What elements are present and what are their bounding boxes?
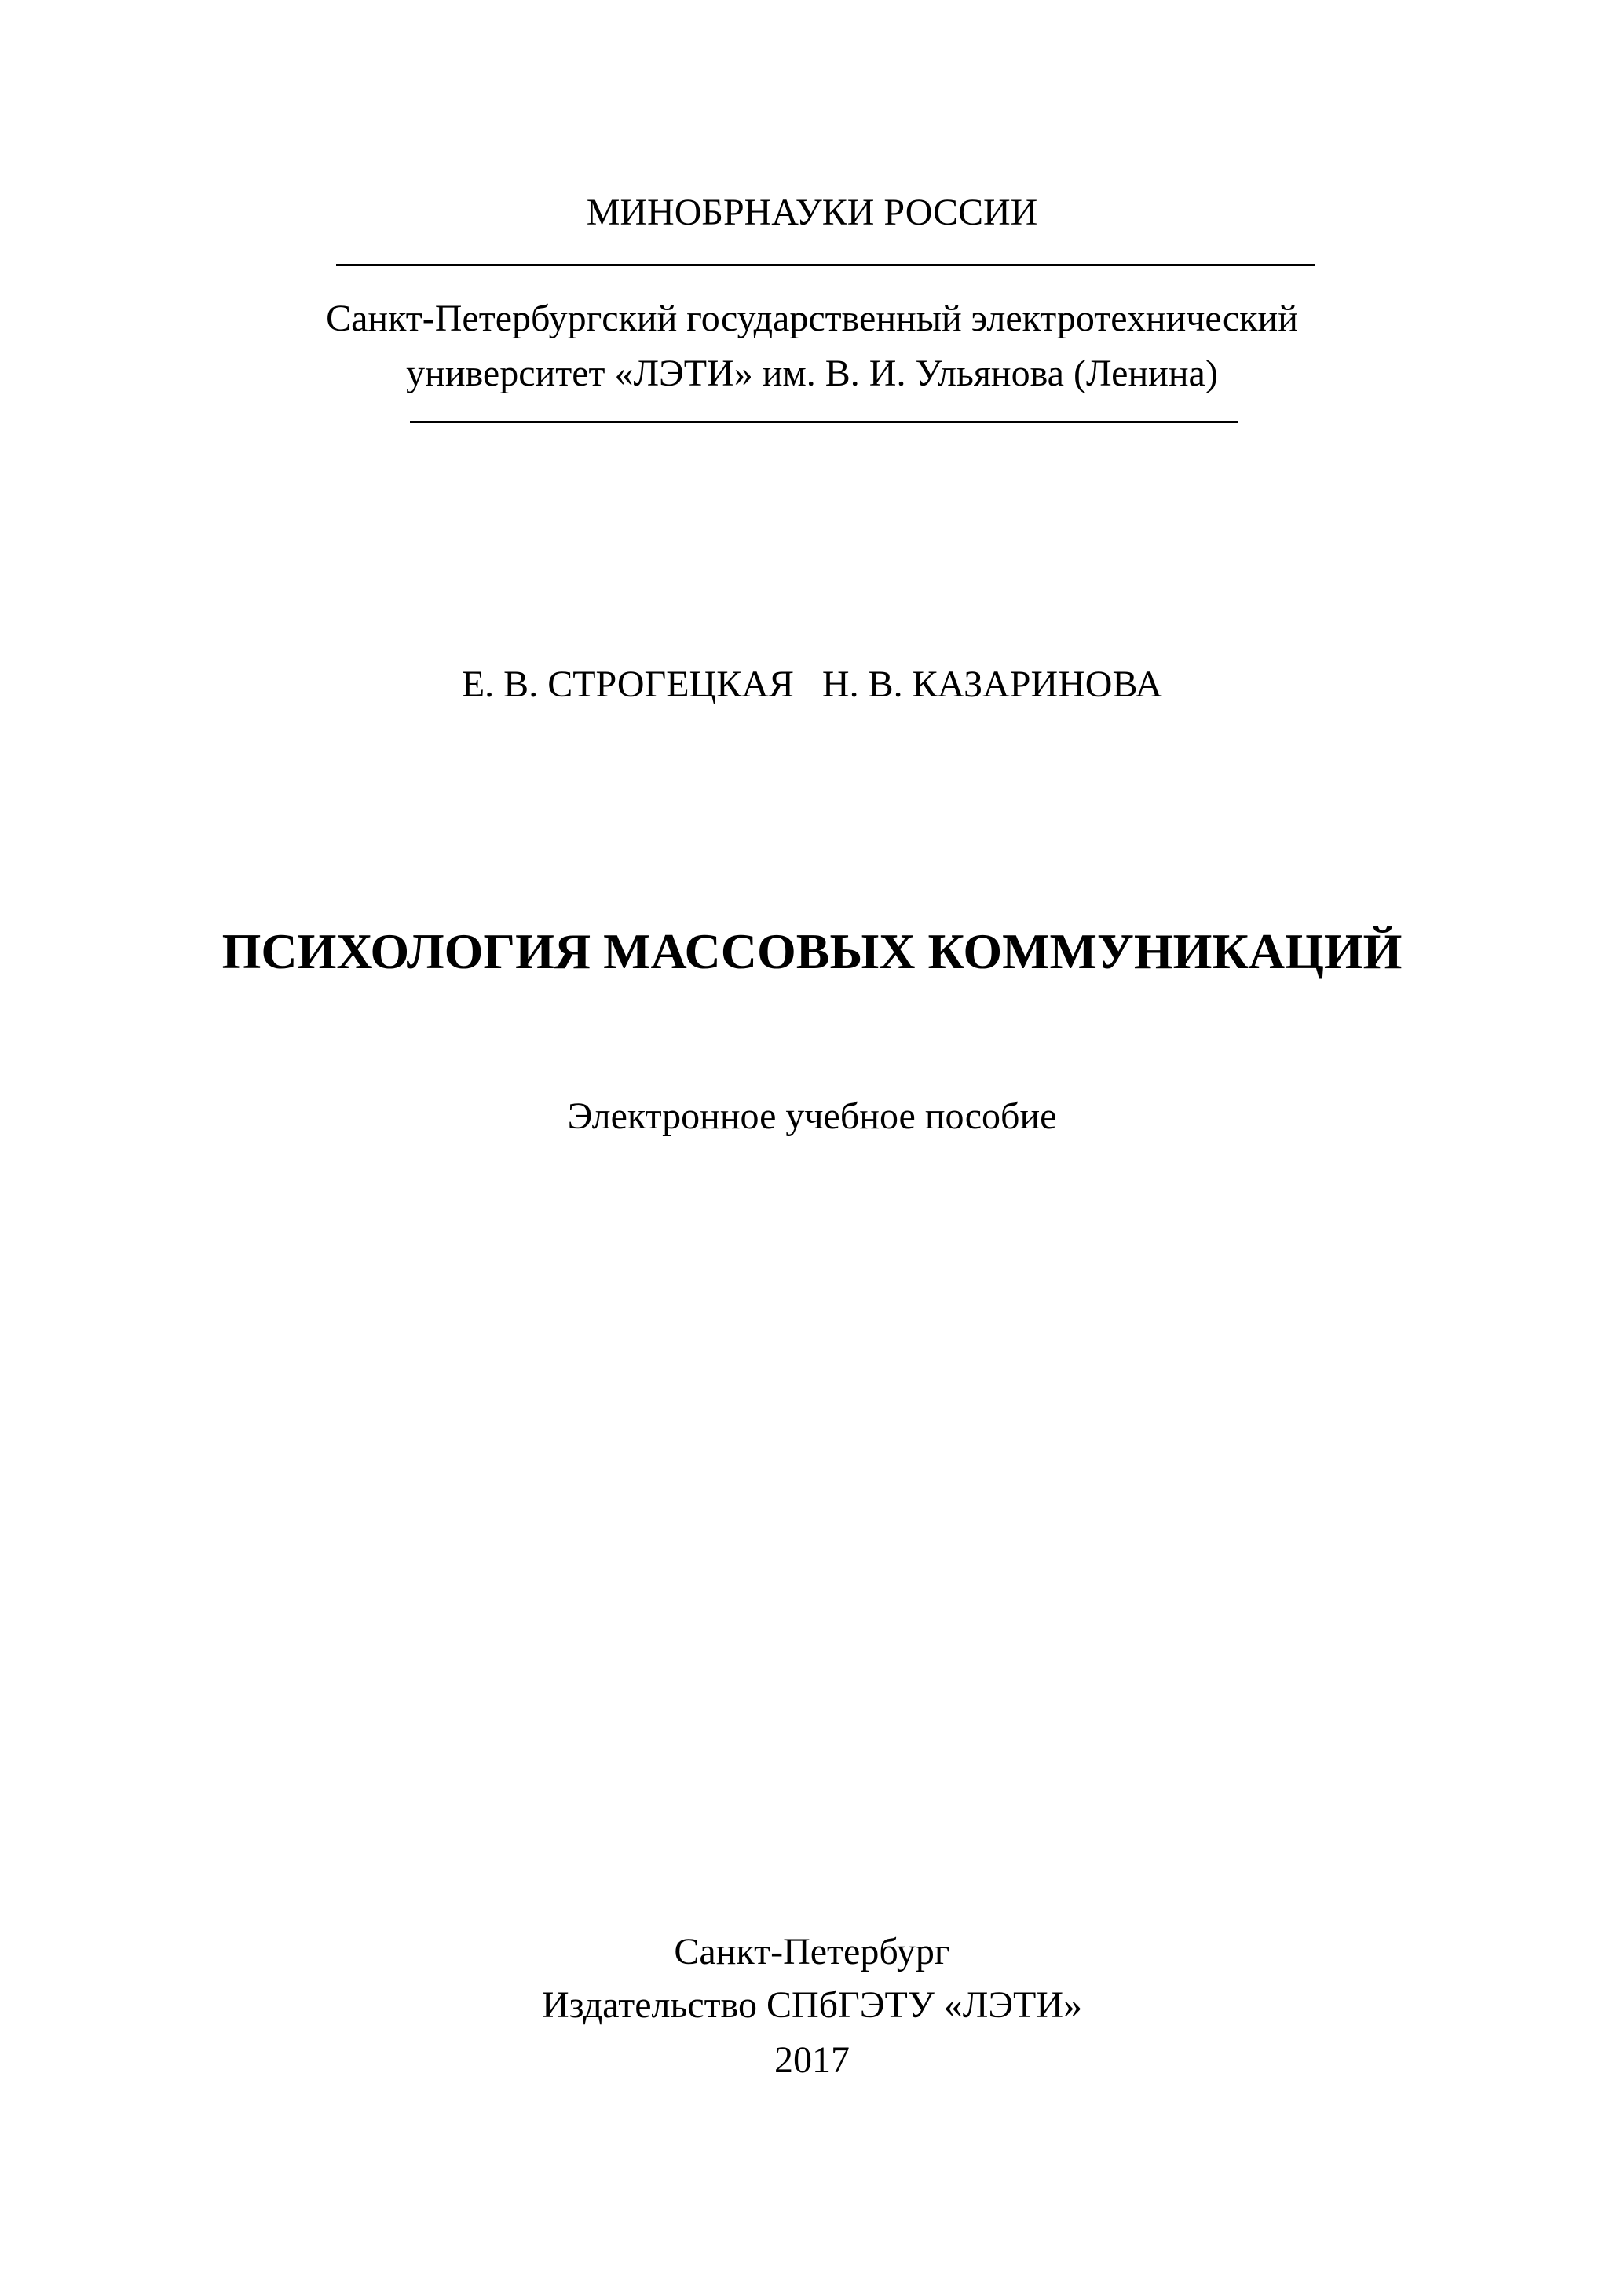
publisher-name: Издательство СПбГЭТУ «ЛЭТИ» — [541, 1984, 1083, 2026]
document-subtitle: Электронное учебное пособие — [567, 1095, 1057, 1137]
document-title: ПСИХОЛОГИЯ МАССОВЫХ КОММУНИКАЦИЙ — [221, 923, 1403, 979]
header-divider-top — [336, 264, 1315, 266]
publication-year: 2017 — [774, 2039, 850, 2081]
publication-city: Санкт-Петербург — [674, 1931, 950, 1972]
university-name-line-2: университет «ЛЭТИ» им. В. И. Ульянова (Ленина) — [406, 353, 1218, 394]
authors: Е. В. СТРОГЕЦКАЯ Н. В. КАЗАРИНОВА — [461, 664, 1163, 705]
university-name-line-1: Санкт-Петербургский государственный электротехнический — [326, 298, 1298, 339]
header-divider-bottom — [410, 421, 1238, 423]
ministry-name: МИНОБРНАУКИ РОССИИ — [586, 192, 1038, 233]
